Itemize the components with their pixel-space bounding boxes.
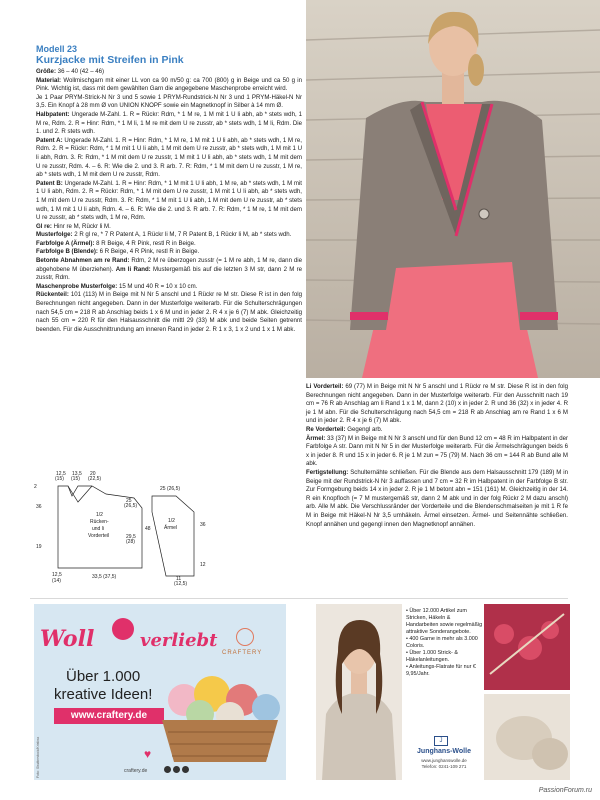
pattern-schematic	[34, 468, 234, 586]
ad1-headline-2: kreative Ideen!	[54, 686, 153, 703]
sleeve-height: 48	[145, 526, 151, 532]
divider	[30, 598, 568, 599]
ad1-headline-1: Über 1.000	[66, 668, 141, 685]
paragraph-rueckenteil: Rückenteil: 101 (113) M in Beige mit N Nr 5 anschl und 1 Rückr re M str. Diese R ist in den folg Berechnungen nicht angegeben. Dann in der Musterfolge weiterarb. Für die Schulterschrägungen nach 54,5 cm = 218 R ab Anschlag beids 1 x 6 M und in jeder 2. R 4 x je 6 (7) M abk. Gleichzeitig nach 55 cm = 220 R für den Halsausschnitt die mittl 29 (33) M abk und beide Seiten getrennt beenden. Für die Ausschnittrundung am inneren Rand in jeder 2. R 1 x 3, 1 x 2 und 1 x 1 M abk.	[36, 291, 302, 333]
paragraph-size: Größe: 36 – 40 (42 – 46)	[36, 68, 105, 75]
model-number: Modell 23	[36, 44, 78, 54]
dim-bottom-2: 33,5 (37,5)	[92, 574, 117, 580]
ad2-site[interactable]: www.junghanswolle.de	[421, 758, 467, 763]
paragraph-gl-re: Gl re: Hinr re M, Rückr li M.	[36, 222, 111, 230]
facebook-icon[interactable]	[164, 766, 171, 773]
dim-top-1: 12,5	[56, 471, 66, 477]
dim-side-2b: (28)	[126, 539, 135, 545]
paragraph-li-vorderteil: Li Vorderteil: 69 (77) M in Beige mit N Nr 5 anschl und 1 Rückr re M str. Diese R ist in den folg Berechnungen nicht angegeben. Dann in der Musterfolge weiterarb. Für den Ausschnitt nach 19 cm = 76 R ab Anschlag am li Rand 1 x 1 M, dann 2 (10) x in jeder 2. R und 36 (32) x in jeder 4. R je 1 M abn. Für die Schulterschrägung nach 54,5 cm = 218 R ab Anschlag am re Rand 1 x 6 M und in jeder 2. R 4 x je 6 (7) M abk.	[306, 383, 568, 425]
social-icons	[164, 766, 189, 773]
yarn-basket-icon	[154, 664, 286, 774]
dim-side-1: 25	[126, 498, 132, 504]
yarn-ball-icon	[112, 618, 134, 640]
ad2-bullet-2: • 400 Garne in mehr als 3.000 Coloris.	[406, 636, 478, 649]
junghans-logo-icon: J	[434, 736, 448, 746]
ad1-url-button[interactable]: www.craftery.de	[54, 708, 164, 724]
page-title: Kurzjacke mit Streifen in Pink	[36, 54, 184, 66]
junghans-ad[interactable]	[316, 604, 570, 780]
dim-side-2: 29,5	[126, 534, 136, 540]
instagram-icon[interactable]	[173, 766, 180, 773]
ad2-bullet-3: • Über 1.000 Strick- & Häkelanleitungen.	[406, 650, 458, 663]
paragraph-fertigstellung: Fertigstellung: Schulternähte schließen. Für die Blende aus dem Halsausschnitt 179 (189) M in Beige mit der Rundstrick-N Nr 3 auffassen und 7 cm = 32 R im Halbpatent in der Farbfolge B str. Zur Formgebung beids 14 x in jeder 2. R je 1 M betont abn = 151 (161) M. Gleichzeitig in der 14. R ein Knopfloch (= 7 M mustergemäß str, dann 2 M abk und in der folg Rückr 2 M dazu anschl) arb. Alle M abk. Die Verschlussränder der Vorderteile und die Blendenschmalseiten je mit 1 R fe M in Beige mit Häkel-N Nr 3,5 umhäkeln. Ärmel einsetzen. Ärmel- und Seitennähte schließen. Knopf annähen und gegengl innen den Magnetknopf annähen.	[306, 468, 568, 528]
pinterest-icon[interactable]	[182, 766, 189, 773]
ad2-phone: Telefon: 0241-109 271	[421, 764, 467, 769]
ad2-bullets	[406, 608, 484, 678]
paragraph-patent-a: Patent A: Ungerade M-Zahl. 1. R = Hinr: Rdm, * 1 M re, 1 M mit 1 U li abh, ab * stets wdh, 1 M re, Rdm. 2. R = Rückr: Rdm, * 1 M mit 1 U li abh, 1 M mit dem U re zusstr, ab * stets wdh, 1 M mit 1 U li abh, Rdm. 3. R: Rdm, * 1 M mit dem U re zusstr, 1 M mit 1 U li abh, ab * stets wdh, 1 M mit dem U re zusstr, Rdm. 4. – 6. R: Wie die 2. und 3. R arb. 7. R: Rdm, * 1 M mit dem U re zusstr, 1 M re, ab * stets wdh, 1 M mit dem U re zusstr, Rdm.	[36, 136, 302, 179]
paragraph-farbfolge-a: Farbfolge A (Ärmel): 8 R Beige, 4 R Pink, restl R in Beige.	[36, 239, 196, 247]
ad1-footer: craftery.de	[124, 768, 148, 774]
model-photo-illustration	[306, 0, 600, 378]
knitting-photos	[484, 604, 570, 780]
footer-watermark: PassionForum.ru	[538, 787, 592, 794]
craftery-logo-icon	[236, 628, 254, 646]
piece1-label-1: 1/2	[96, 512, 103, 518]
paragraph-abnahmen: Betonte Abnahmen am re Rand: Rdm, 2 M re überzogen zusstr (= 1 M re abh, 1 M re, dann die abgehobene M überziehen). Am li Rand: Mustergemäß bis auf die letzten 3 M str, dann 2 M re zusstr, Rdm.	[36, 257, 303, 282]
paragraph-maschenprobe: Maschenprobe Musterfolge: 15 M und 40 R = 10 x 10 cm.	[36, 282, 198, 290]
paragraph-halbpatent: Halbpatent: Ungerade M-Zahl. 1. R = Rückr: Rdm, * 1 M re, 1 M mit 1 U li abh, ab * stets wdh, 1 M re, Rdm. 2. R = Hinr: Rdm, * 1 M li, 1 M re mit dem U re zusstr, ab * stets wdh, 1 M li, Rdm. Die 1. und 2. R stets wdh.	[36, 110, 302, 136]
ad1-credit: Foto: Shutterstock/Kristina	[36, 736, 40, 778]
sleeve-height-3: 12	[200, 562, 206, 568]
dim-top-2b: (15)	[71, 476, 80, 482]
ad1-small-brand: CRAFTERY	[222, 650, 263, 656]
dim-mark-2: 2	[34, 484, 37, 490]
dim-left-height-2: 19	[36, 544, 42, 550]
heart-icon: ♥	[144, 747, 152, 761]
dim-top-3b: (22,5)	[88, 476, 102, 482]
ad2-bullet-1: • Über 12.000 Artikel zum Stricken, Häkeln & Handarbeiten sowie regelmäßig attraktive Sonderangebote.	[406, 608, 483, 635]
craftery-ad[interactable]	[34, 604, 286, 780]
dim-top-3: 20	[90, 471, 96, 477]
piece1-label-4: Vorderteil	[88, 533, 110, 539]
sleeve-bottom: 11	[176, 576, 182, 582]
dim-bottom-1b: (14)	[52, 578, 61, 584]
paragraph-farbfolge-b: Farbfolge B (Blende): 6 R Beige, 4 R Pink, restl R in Beige.	[36, 248, 200, 256]
dim-top-2: 13,5	[72, 471, 82, 477]
model-photo	[306, 0, 600, 378]
piece1-label-3: und li	[92, 526, 104, 532]
sleeve-label-2: Ärmel	[164, 525, 178, 531]
sleeve-height-2: 36	[200, 522, 206, 528]
dim-bottom-1: 12,5	[52, 572, 62, 578]
ad1-brand-a: Woll	[40, 626, 95, 652]
woman-photo	[316, 604, 402, 780]
paragraph-material: Material: Wollmischgarn mit einer LL von ca 90 m/50 g: ca 700 (800) g in Beige und ca 50 g in Pink. Wichtig ist, dass mit dem gewählten Garn die angegebene Maschenprobe erreicht wird.	[36, 76, 302, 93]
sleeve-bottom-b: (12,5)	[174, 581, 188, 586]
paragraph-needles: Je 1 Paar PRYM-Strick-N Nr 3 und 5 sowie 1 PRYM-Rundstrick-N Nr 3 und 1 PRYM-Häkel-N Nr 3,5. Ein Knopf à 28 mm Ø von UNION KNOPF sowie ein Magnetknopf in Silber à 14 mm Ø.	[36, 93, 302, 110]
paragraph-re-vorderteil: Re Vorderteil: Gegengl arb.	[306, 425, 383, 433]
sleeve-top: 25 (26,5)	[160, 486, 181, 492]
ad2-bullet-4: • Anleitungs-Flatrate für nur € 9,95/Jahr.	[406, 664, 476, 677]
ad1-brand-b: verliebt	[140, 630, 218, 651]
paragraph-aermel: Ärmel: 33 (37) M in Beige mit N Nr 3 anschl und für den Bund 12 cm = 48 R im Halbpatent in der Farbfolge A str. Dann mit N Nr 5 in der Musterfolge weiterarb. Für die Ärmelschrägungen beids 6 x in jeder 8. R und 15 x in jeder 6. R je 1 M zun = 75 (79) M. Nach 36 cm = 144 R ab Bund alle M abk.	[306, 434, 569, 468]
paragraph-musterfolge: Musterfolge: 2 R gl re, * 7 R Patent A, 1 Rückr li M, 7 R Patent B, 1 Rückr li M, ab * stets wdh.	[36, 231, 292, 239]
ad2-logo: Junghans-Wolle	[417, 748, 471, 755]
left-column-text	[36, 68, 302, 334]
right-column-text	[306, 383, 568, 529]
paragraph-patent-b: Patent B: Ungerade M-Zahl. 1. R = Hinr: Rdm, * 1 M mit 1 U li abh, 1 M re, ab * stets wdh, 1 M mit 1 U li abh, Rdm. 2. R = Rückr: Rdm, * 1 M mit dem U re zusstr, 1 M mit 1 U li abh, ab * stets wdh, 1 M mit dem U re zusstr, Rdm. 3. R: Rdm, * 1 M mit 1 U li abh, 1 M mit dem U re zusstr, ab * stets wdh, 1 M mit 1 U li abh, Rdm. 4. – 6. R: Wie die 2. und 3. R arb. 7. R: Rdm, * 1 M re, 1 M mit dem U re zusstr, ab * stets wdh, 1 M re, Rdm.	[36, 179, 302, 222]
dim-side-1b: (26,5)	[124, 503, 138, 509]
dim-top-1b: (15)	[55, 476, 64, 482]
dim-left-height: 36	[36, 504, 42, 510]
sleeve-label-1: 1/2	[168, 518, 175, 524]
piece1-label-2: Rücken-	[90, 519, 109, 525]
